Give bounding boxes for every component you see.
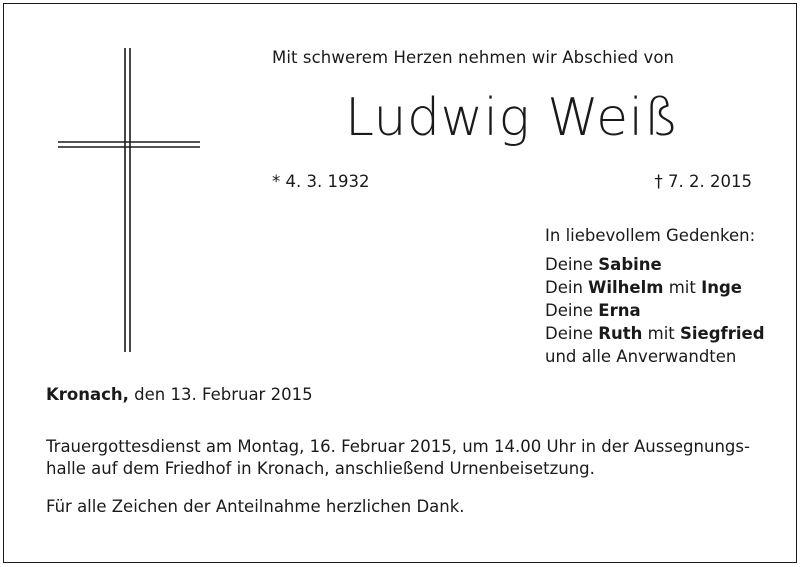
mourners-block — [545, 224, 765, 368]
place-date — [46, 385, 313, 404]
mourners-closing: und alle Anverwandten — [545, 347, 737, 366]
service-line: Trauergottesdienst am Montag, 16. Februar 2015, um 14.00 Uhr in der Aussegnungs- — [46, 437, 750, 456]
mourner-line: Deine Ruth mit Siegfried — [545, 324, 765, 343]
birth-date: * 4. 3. 1932 — [272, 172, 370, 191]
intro-text: Mit schwerem Herzen nehmen wir Abschied von — [272, 48, 675, 67]
service-info — [46, 436, 766, 480]
mourner-line: Deine Erna — [545, 301, 641, 320]
mourners-heading: In liebevollem Gedenken: — [545, 226, 756, 245]
mourner-line: Deine Sabine — [545, 255, 662, 274]
date: den 13. Februar 2015 — [128, 385, 313, 404]
cross-icon — [58, 48, 200, 352]
thanks-text: Für alle Zeichen der Anteilnahme herzlichen Dank. — [46, 497, 465, 516]
death-date: † 7. 2. 2015 — [654, 172, 752, 191]
place: Kronach, — [46, 385, 129, 404]
deceased-name: Ludwig Weiß — [345, 88, 680, 148]
service-line: halle auf dem Friedhof in Kronach, anschließend Urnenbeisetzung. — [46, 459, 595, 478]
mourner-line: Dein Wilhelm mit Inge — [545, 278, 742, 297]
